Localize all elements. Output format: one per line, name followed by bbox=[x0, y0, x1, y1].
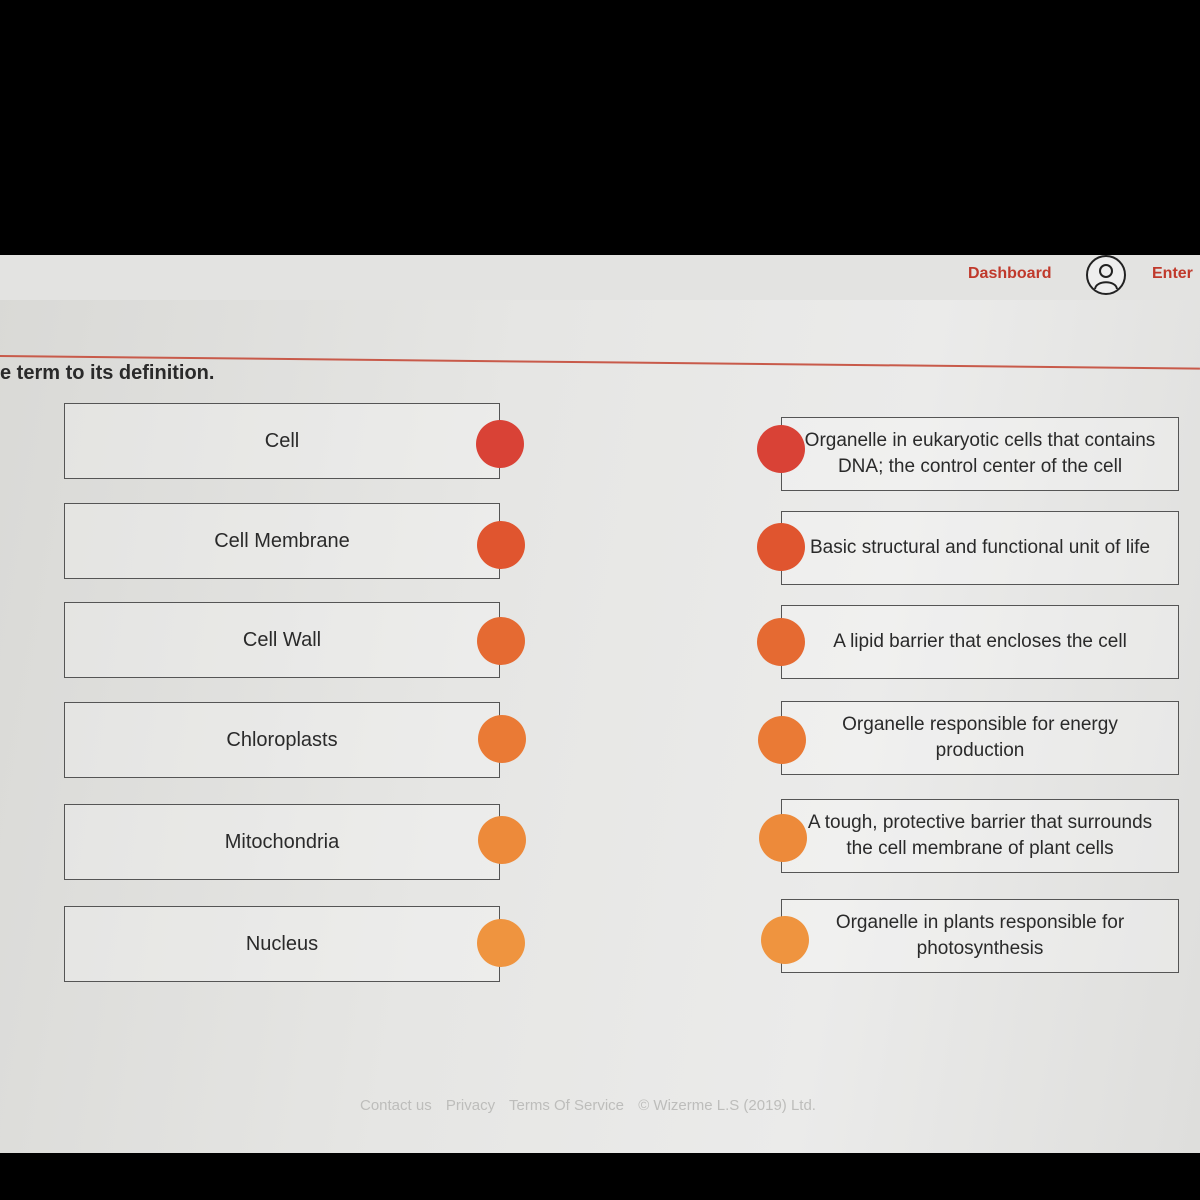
term-card[interactable]: Mitochondria bbox=[64, 804, 500, 880]
dashboard-link[interactable]: Dashboard bbox=[968, 265, 1052, 282]
definition-connector-dot[interactable] bbox=[758, 716, 806, 764]
footer-copyright: © Wizerme L.S (2019) Ltd. bbox=[638, 1097, 816, 1114]
definition-card[interactable]: Organelle in eukaryotic cells that contains DNA; the control center of the cell bbox=[781, 417, 1179, 491]
footer bbox=[360, 1097, 826, 1114]
enter-link[interactable]: Enter bbox=[1152, 265, 1193, 282]
top-nav-bar bbox=[0, 255, 1200, 300]
term-card[interactable]: Nucleus bbox=[64, 906, 500, 982]
definition-connector-dot[interactable] bbox=[757, 523, 805, 571]
definition-connector-dot[interactable] bbox=[757, 618, 805, 666]
term-connector-dot[interactable] bbox=[478, 715, 526, 763]
definition-card[interactable]: Organelle in plants responsible for photosynthesis bbox=[781, 899, 1179, 973]
footer-contact-link[interactable]: Contact us bbox=[360, 1097, 432, 1114]
user-icon[interactable] bbox=[1086, 255, 1126, 295]
definition-card[interactable]: Organelle responsible for energy production bbox=[781, 701, 1179, 775]
definition-connector-dot[interactable] bbox=[759, 814, 807, 862]
term-connector-dot[interactable] bbox=[478, 816, 526, 864]
footer-terms-link[interactable]: Terms Of Service bbox=[508, 1097, 625, 1114]
term-connector-dot[interactable] bbox=[476, 420, 524, 468]
definition-card[interactable]: Basic structural and functional unit of life bbox=[781, 511, 1179, 585]
instruction-text: e term to its definition. bbox=[0, 362, 215, 384]
term-card[interactable]: Cell bbox=[64, 403, 500, 479]
term-connector-dot[interactable] bbox=[477, 617, 525, 665]
definition-connector-dot[interactable] bbox=[757, 425, 805, 473]
term-connector-dot[interactable] bbox=[477, 521, 525, 569]
term-card[interactable]: Chloroplasts bbox=[64, 702, 500, 778]
term-card[interactable]: Cell Wall bbox=[64, 602, 500, 678]
term-card[interactable]: Cell Membrane bbox=[64, 503, 500, 579]
definition-card[interactable]: A lipid barrier that encloses the cell bbox=[781, 605, 1179, 679]
term-connector-dot[interactable] bbox=[477, 919, 525, 967]
app-screen bbox=[0, 255, 1200, 1153]
definition-card[interactable]: A tough, protective barrier that surrounds the cell membrane of plant cells bbox=[781, 799, 1179, 873]
definition-connector-dot[interactable] bbox=[761, 916, 809, 964]
footer-privacy-link[interactable]: Privacy bbox=[445, 1097, 496, 1114]
